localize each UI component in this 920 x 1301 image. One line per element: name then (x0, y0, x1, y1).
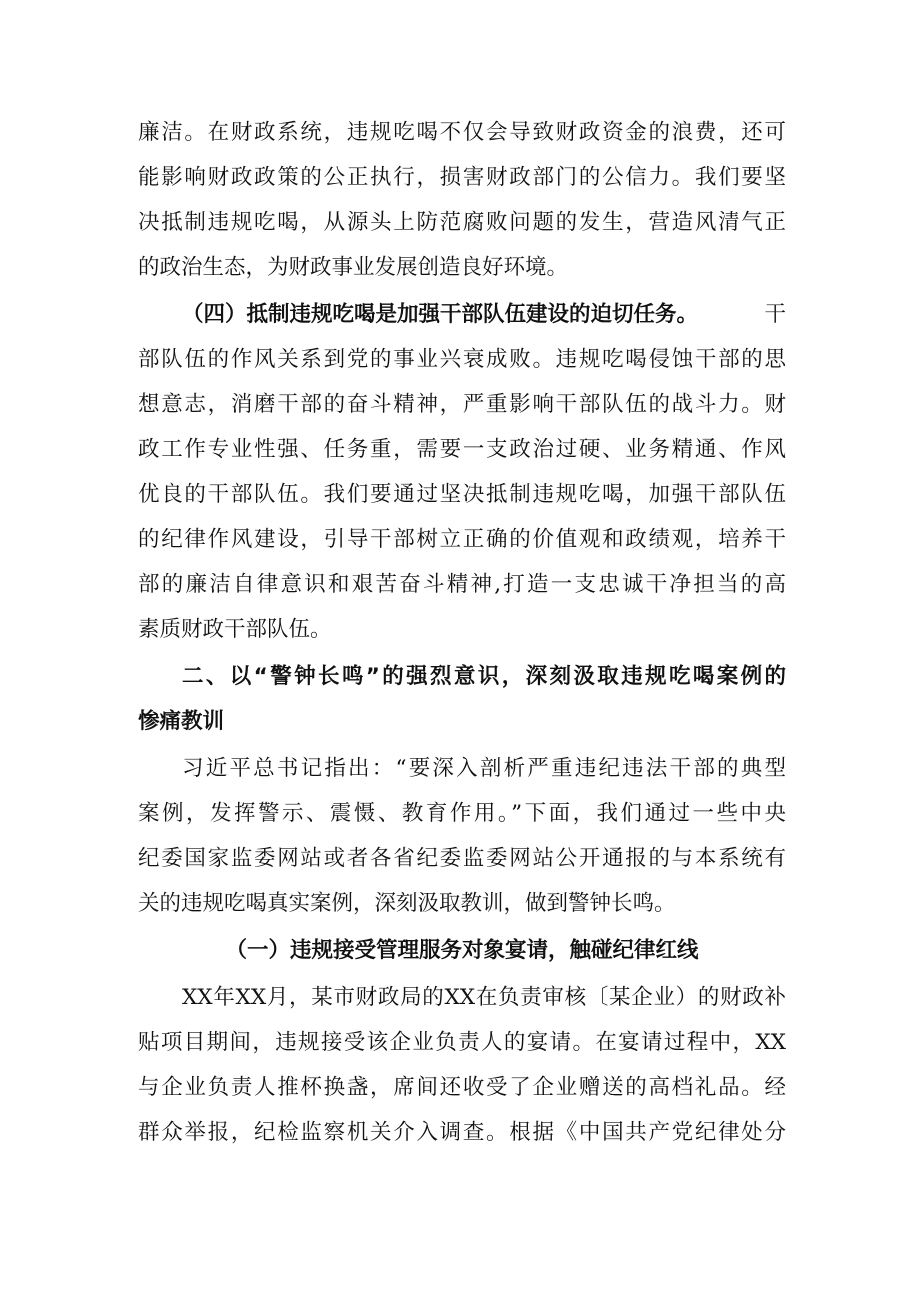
subsection-heading-1: （一）违规接受管理服务对象宴请，触碰纪律红线 (225, 938, 699, 963)
text-line: 案例，发挥警示、震慑、教育作用。”下面，我们通过一些中央 (138, 801, 786, 826)
text-line: 的纪律作风建设，引导干部树立正确的价值观和政绩观，培养干 (138, 527, 786, 552)
text-line: XX年XX月，某市财政局的XX在负责审核〔某企业）的财政补 (182, 985, 786, 1010)
text-line: 廉洁。在财政系统，违规吃喝不仅会导致财政资金的浪费，还可 (138, 120, 786, 145)
text-line: 部的廉洁自律意识和艰苦奋斗精神,打造一支忠诚干净担当的高 (138, 572, 786, 597)
text-line: 能影响财政政策的公正执行，损害财政部门的公信力。我们要坚 (138, 165, 786, 190)
paragraph-xi-quote (138, 746, 786, 926)
text-line: 部队伍的作风关系到党的事业兴衰成败。违规吃喝侵蚀干部的思 (138, 347, 786, 372)
text-line: 决抵制违规吃喝，从源头上防范腐败问题的发生，营造风清气正 (138, 210, 786, 235)
paragraph-cadre-building (138, 292, 786, 652)
text-line: 优良的干部队伍。我们要通过坚决抵制违规吃喝，加强干部队伍 (138, 482, 786, 507)
text-line: 素质财政干部队伍。 (138, 617, 332, 642)
text-line: 习近平总书记指出：“要深入剖析严重违纪违法干部的典型 (182, 756, 786, 781)
section-heading-line: 二、以“警钟长鸣”的强烈意识，深刻汲取违规吃喝案例的 (182, 664, 786, 689)
section-heading-2 (138, 654, 786, 744)
text-line: 的政治生态，为财政事业发展创造良好环境。 (138, 255, 569, 280)
paragraph-case-1 (138, 975, 786, 1155)
document-page (138, 110, 786, 1155)
text-line: 想意志，消磨干部的奋斗精神，严重影响干部队伍的战斗力。财 (138, 392, 786, 417)
text-line: 与企业负责人推杯换盏，席间还收受了企业赠送的高档礼品。经 (138, 1075, 786, 1100)
text-line: 政工作专业性强、任务重，需要一支政治过硬、业务精通、作风 (138, 437, 786, 462)
text-line: 关的违规吃喝真实案例，深刻汲取教训，做到警钟长鸣。 (138, 891, 676, 916)
section-heading-line: 惨痛教训 (138, 709, 225, 734)
text-line: 贴项目期间，违规接受该企业负责人的宴请。在宴请过程中，XX (138, 1030, 786, 1055)
paragraph-lead-heading: （四）抵制违规吃喝是加强干部队伍建设的迫切任务。 (182, 302, 699, 327)
text-line: 群众举报，纪检监察机关介入调查。根据《中国共产党纪律处分 (138, 1120, 786, 1145)
text-fragment: 干 (764, 302, 786, 327)
paragraph-integrity (138, 110, 786, 290)
text-line: 纪委国家监委网站或者各省纪委监委网站公开通报的与本系统有 (138, 846, 786, 871)
text-line (138, 292, 786, 337)
